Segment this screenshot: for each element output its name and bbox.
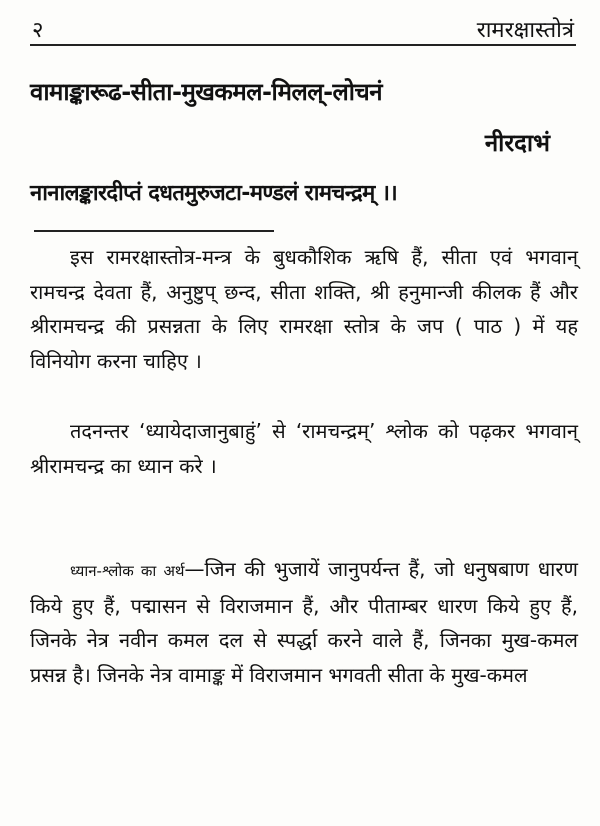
paragraph-body: —जिन की भुजायें जानुपर्यन्त हैं, जो धनुषबाण धारण किये हुए हैं, पद्मासन से विराजमान हैं, और पीताम्बर धारण किये हुए हैं, जिनके नेत्र नवीन कमल दल से स्पर्द्धा करने वाले हैं, जिनका मुख-कमल प्रसन्न है। जिनके नेत्र वामाङ्क में विराजमान भगवती सीता के मुख-कमल [30, 557, 578, 687]
section-divider [34, 230, 274, 232]
paragraph-lead-label: ध्यान-श्लोक का अर्थ [70, 562, 185, 580]
page-header [30, 10, 576, 46]
verse-line-2: नीरदाभं [484, 129, 550, 157]
verse-line-3: नानालङ्कारदीप्तं दधतमुरुजटा-मण्डलं रामचन्द्रम् ।। [30, 181, 398, 206]
paragraph-dhyan-instruction: तदनन्तर ‘ध्यायेदाजानुबाहुं’ से ‘रामचन्द्रम्’ श्लोक को पढ़कर भगवान् श्रीरामचन्द्र का ध्यान करे । [30, 419, 578, 478]
running-title: रामरक्षास्तोत्रं [476, 18, 574, 43]
paragraph-dhyan-meaning [30, 552, 578, 692]
page-number: २ [32, 18, 44, 43]
paragraph-viniyog: इस रामरक्षास्तोत्र-मन्त्र के बुधकौशिक ऋषि हैं, सीता एवं भगवान् रामचन्द्र देवता हैं, अनुष्टुप् छन्द, सीता शक्ति, श्री हनुमान्जी कीलक हैं और श्रीरामचन्द्र की प्रसन्नता के लिए रामरक्षा स्तोत्र के जप ( पाठ ) में यह विनियोग करना चाहिए । [30, 245, 578, 373]
verse-line-1: वामाङ्कारूढ-सीता-मुखकमल-मिलल्-लोचनं [30, 78, 383, 106]
